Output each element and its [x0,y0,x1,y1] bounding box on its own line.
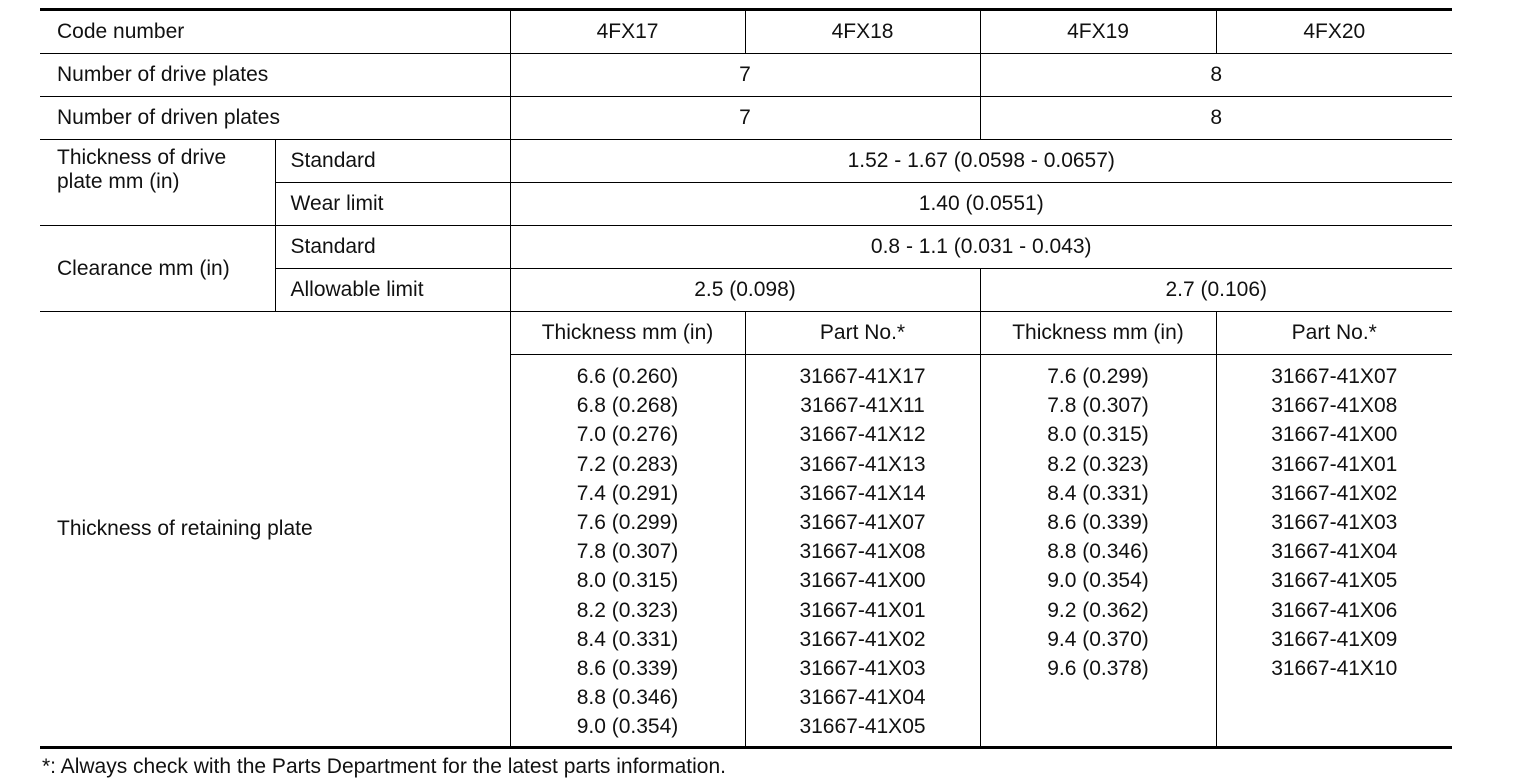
drive-plates-label: Number of drive plates [40,54,510,97]
thickness-value: 7.6 (0.299) [1047,365,1149,388]
part-number: 31667-41X06 [1271,598,1398,622]
part-number: 31667-41X03 [1271,510,1398,534]
part-number: 31667-41X08 [799,540,926,564]
thickness-value: 7.0 (0.276) [576,423,679,447]
code-4fx18: 4FX18 [745,10,980,54]
drive-thickness-wear-label: Wear limit [275,183,510,226]
retaining-col-part-b: Part No.* [1216,312,1452,355]
spec-document [40,8,1452,779]
part-number: 31667-41X02 [1271,481,1398,505]
code-4fx17: 4FX17 [510,10,745,54]
drive-thickness-label [40,140,275,226]
thickness-value: 7.6 (0.299) [576,510,679,534]
thickness-value: 8.2 (0.323) [576,598,679,622]
thickness-value: 9.0 (0.354) [576,715,679,739]
clearance-allowable-right: 2.7 (0.106) [980,269,1452,312]
retaining-plate-label: Thickness of retaining plate [40,312,510,748]
parts-footnote: *: Always check with the Parts Department for the latest parts information. [42,755,726,778]
thickness-list-a [510,355,745,748]
thickness-value: 8.0 (0.315) [576,569,679,593]
part-number: 31667-41X00 [1271,423,1398,447]
thickness-list-b [980,355,1216,748]
driven-plates-label: Number of driven plates [40,97,510,140]
thickness-value: 9.0 (0.354) [1047,569,1149,593]
code-number-row [40,10,1452,54]
thickness-value: 8.0 (0.315) [1047,423,1149,447]
drive-thickness-standard-value: 1.52 - 1.67 (0.0598 - 0.0657) [510,140,1452,183]
drive-plates-right: 8 [980,54,1452,97]
thickness-value: 8.6 (0.339) [1047,510,1149,534]
thickness-value: 7.8 (0.307) [1047,394,1149,418]
drive-thickness-wear-value: 1.40 (0.0551) [510,183,1452,226]
thickness-value: 8.8 (0.346) [576,686,679,710]
part-number: 31667-41X00 [799,569,926,593]
clearance-allowable-left: 2.5 (0.098) [510,269,980,312]
part-number: 31667-41X11 [800,394,925,418]
thickness-value: 8.4 (0.331) [1047,481,1149,505]
clearance-allowable-label: Allowable limit [275,269,510,312]
code-number-label: Code number [57,20,185,43]
retaining-header-row [40,312,1452,355]
part-number: 31667-41X02 [799,627,926,651]
drive-plates-left: 7 [510,54,980,97]
code-4fx19: 4FX19 [980,10,1216,54]
drive-thickness-label-line1: Thickness of drive [57,146,227,169]
clearance-standard-label: Standard [275,226,510,269]
part-number: 31667-41X07 [1271,365,1398,388]
retaining-col-thickness-b: Thickness mm (in) [980,312,1216,355]
part-number: 31667-41X04 [1271,540,1398,564]
thickness-value: 7.8 (0.307) [576,540,679,564]
part-number: 31667-41X10 [1271,656,1398,680]
thickness-value: 6.8 (0.268) [576,394,679,418]
drive-plates-row [40,54,1452,97]
clutch-spec-table [40,8,1452,749]
thickness-value: 8.2 (0.323) [1047,452,1149,476]
clearance-standard-row [40,226,1452,269]
thickness-value: 9.6 (0.378) [1047,656,1149,680]
part-number: 31667-41X08 [1271,394,1398,418]
part-number: 31667-41X05 [799,715,926,739]
code-4fx20: 4FX20 [1216,10,1452,54]
drive-thickness-standard-label: Standard [275,140,510,183]
retaining-col-part-a: Part No.* [745,312,980,355]
clearance-standard-value: 0.8 - 1.1 (0.031 - 0.043) [510,226,1452,269]
part-number: 31667-41X17 [799,365,926,388]
part-number: 31667-41X05 [1271,569,1398,593]
thickness-value: 9.2 (0.362) [1047,598,1149,622]
thickness-value: 7.2 (0.283) [576,452,679,476]
part-list-b [1216,355,1452,748]
part-number: 31667-41X09 [1271,627,1398,651]
part-number: 31667-41X01 [799,598,926,622]
part-number: 31667-41X14 [799,481,926,505]
driven-plates-right: 8 [980,97,1452,140]
clearance-label: Clearance mm (in) [40,226,275,312]
part-number: 31667-41X12 [799,423,926,447]
driven-plates-left: 7 [510,97,980,140]
drive-thickness-standard-row [40,140,1452,183]
part-number: 31667-41X01 [1271,452,1398,476]
thickness-value: 8.6 (0.339) [576,656,679,680]
part-number: 31667-41X04 [799,686,926,710]
retaining-col-thickness-a: Thickness mm (in) [510,312,745,355]
thickness-value: 8.8 (0.346) [1047,540,1149,564]
part-number: 31667-41X03 [799,656,926,680]
driven-plates-row [40,97,1452,140]
part-number: 31667-41X13 [799,452,926,476]
thickness-value: 8.4 (0.331) [576,627,679,651]
thickness-value: 6.6 (0.260) [576,365,679,388]
drive-thickness-label-line2: plate mm (in) [57,170,180,193]
thickness-value: 7.4 (0.291) [576,481,679,505]
part-list-a [745,355,980,748]
thickness-value: 9.4 (0.370) [1047,627,1149,651]
part-number: 31667-41X07 [799,510,926,534]
